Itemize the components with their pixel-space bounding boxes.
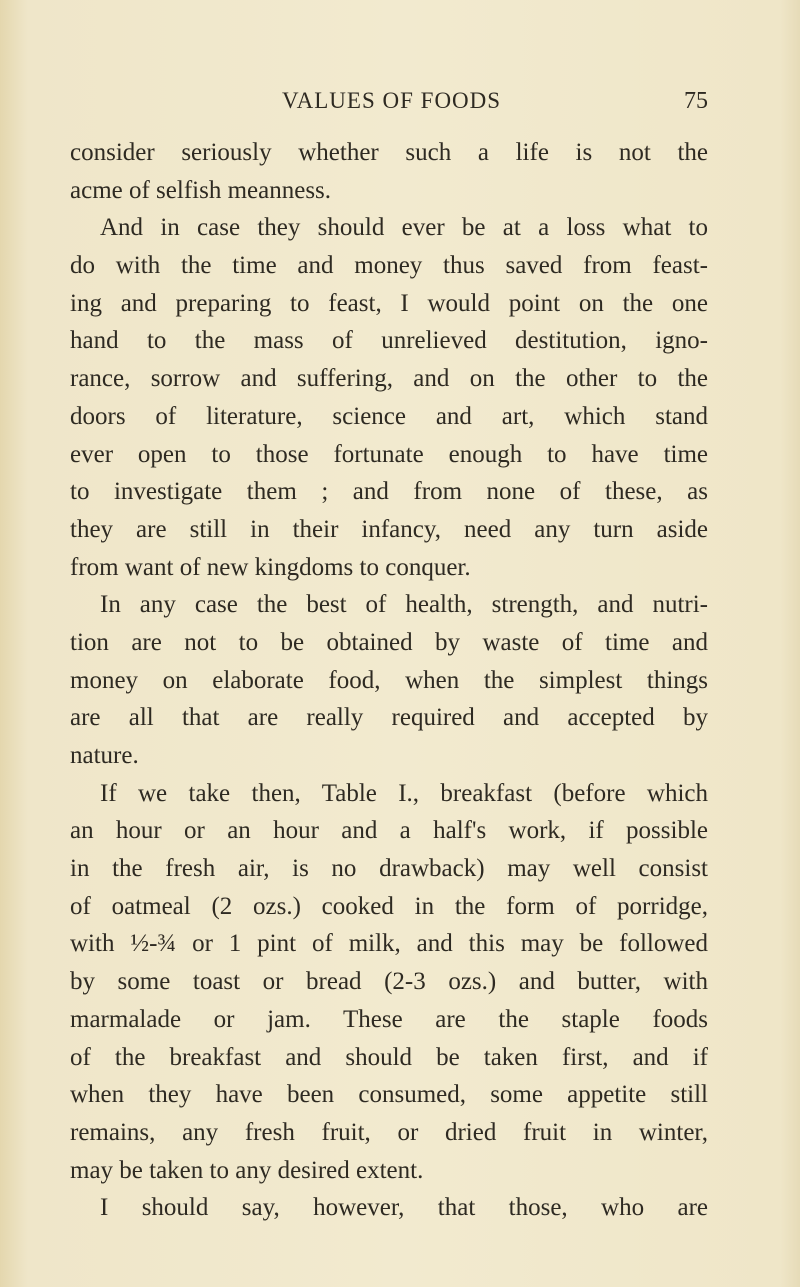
- text-line: money on elaborate food, when the simplest things: [70, 666, 708, 694]
- text-line: nature.: [70, 742, 139, 769]
- text-line: of the breakfast and should be taken first, and if: [70, 1043, 708, 1071]
- text-line: hand to the mass of unrelieved destitution, igno-: [70, 327, 708, 355]
- page-number: 75: [684, 88, 708, 114]
- text-line: do with the time and money thus saved from feast-: [70, 252, 708, 280]
- text-line: consider seriously whether such a life is not the: [70, 139, 708, 166]
- text-line: And in case they should ever be at a loss what to: [100, 214, 708, 242]
- page-header: [70, 84, 708, 118]
- text-line: rance, sorrow and suffering, and on the other to the: [70, 365, 708, 393]
- text-line: by some toast or bread (2-3 ozs.) and butter, with: [70, 968, 708, 996]
- text-line: remains, any fresh fruit, or dried fruit in winter,: [70, 1118, 708, 1146]
- text-line: If we take then, Table I., breakfast (before which: [100, 779, 708, 807]
- text-line: they are still in their infancy, need any turn aside: [70, 515, 708, 543]
- text-line: may be taken to any desired extent.: [70, 1156, 424, 1184]
- text-line: from want of new kingdoms to conquer.: [70, 553, 471, 581]
- text-line: marmalade or jam. These are the staple foods: [70, 1005, 708, 1033]
- text-line: I should say, however, that those, who are: [100, 1194, 708, 1222]
- text-line: with ½-¾ or 1 pint of milk, and this may be followed: [70, 930, 708, 958]
- text-line: to investigate them ; and from none of these, as: [70, 478, 708, 506]
- text-line: acme of selfish meanness.: [70, 176, 332, 204]
- body-text: [70, 134, 708, 1227]
- text-line: tion are not to be obtained by waste of time and: [70, 628, 708, 656]
- text-line: of oatmeal (2 ozs.) cooked in the form of porridge,: [70, 892, 708, 920]
- text-line: doors of literature, science and art, which stand: [70, 402, 708, 430]
- running-title: VALUES OF FOODS: [282, 88, 502, 113]
- text-line: ing and preparing to feast, I would point on the one: [70, 289, 708, 317]
- text-line: In any case the best of health, strength, and nutri-: [100, 591, 708, 619]
- text-line: when they have been consumed, some appetite still: [70, 1081, 708, 1109]
- text-line: ever open to those fortunate enough to have time: [70, 440, 708, 468]
- text-line: an hour or an hour and a half's work, if possible: [70, 817, 708, 845]
- text-line: are all that are really required and accepted by: [70, 704, 708, 732]
- text-line: in the fresh air, is no drawback) may well consist: [70, 855, 708, 883]
